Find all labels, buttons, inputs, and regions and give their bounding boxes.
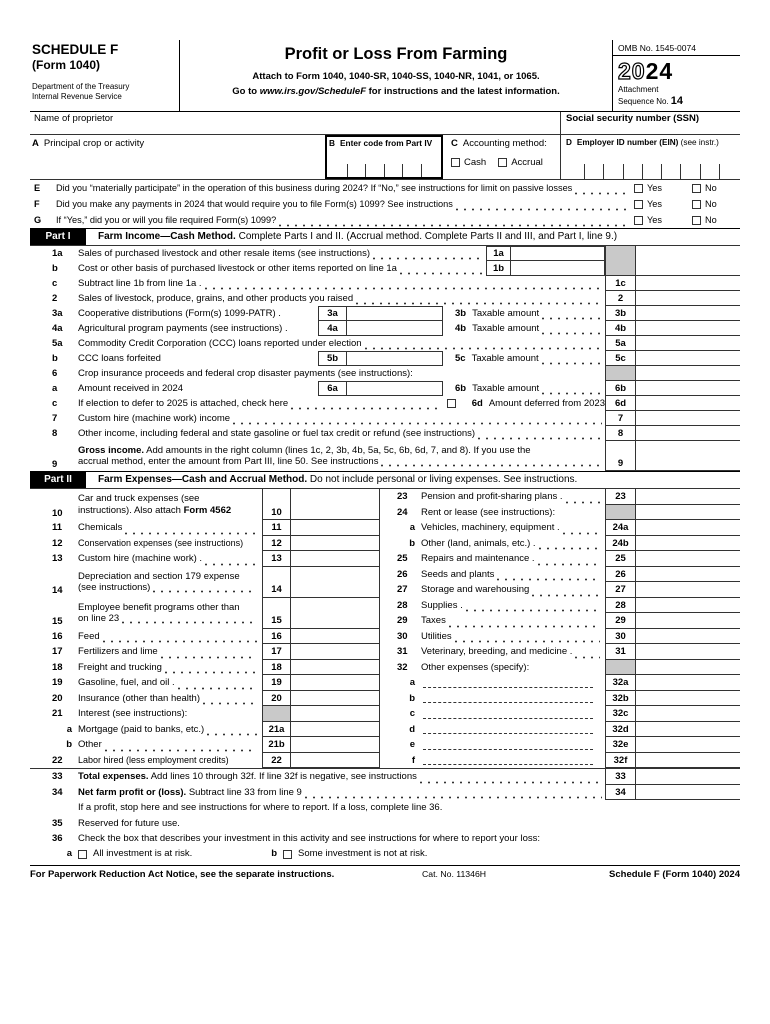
line-24b: b Other (land, animals, etc.) . 24b xyxy=(385,536,740,552)
specify-write-in[interactable] xyxy=(423,702,593,703)
dot-leader xyxy=(207,728,257,737)
dot-leader xyxy=(542,312,602,321)
line-5c-amount[interactable] xyxy=(635,351,740,366)
paperwork-notice: For Paperwork Reduction Act Notice, see the separate instructions. xyxy=(30,868,335,880)
code-cell[interactable] xyxy=(421,164,440,177)
line-26: 26 Seeds and plants 26 xyxy=(385,567,740,583)
line-f-no-checkbox[interactable] xyxy=(692,200,701,209)
accrual-label: Accrual xyxy=(511,156,543,168)
dot-leader xyxy=(205,282,602,291)
line-13: 13 Custom hire (machine work) . 13 xyxy=(30,551,385,567)
specify-write-in[interactable] xyxy=(423,687,593,688)
line-34: 34 Net farm profit or (loss). Subtract line 33 from line 9 34 xyxy=(30,785,740,801)
line-21b: b Other 21b xyxy=(30,737,385,753)
question-f: F Did you make any payments in 2024 that would require you to file Form(s) 1099? See instructions Yes No xyxy=(30,196,740,212)
dot-leader xyxy=(203,697,257,706)
specify-write-in[interactable] xyxy=(423,749,593,750)
dot-leader xyxy=(381,459,602,468)
accounting-method-cell xyxy=(443,135,560,179)
line-6b-amount[interactable] xyxy=(635,381,740,396)
line-28: 28 Supplies . 28 xyxy=(385,598,740,614)
dot-leader xyxy=(538,558,600,567)
line-17-amount[interactable] xyxy=(290,644,380,660)
dot-leader xyxy=(105,744,257,753)
line-b-label: B Enter code from Part IV xyxy=(329,138,433,149)
dot-leader xyxy=(356,297,602,306)
ein-cell[interactable] xyxy=(566,164,584,179)
line-10: 10 Car and truck expenses (see instructions). Also attach Form 4562 10 xyxy=(30,489,385,520)
line-35: 35 Reserved for future use. xyxy=(52,817,180,829)
cash-label: Cash xyxy=(464,156,487,168)
line-32e: e 32e xyxy=(385,737,740,753)
shaded-cell xyxy=(605,660,635,676)
dot-leader xyxy=(497,573,600,582)
blank-cell xyxy=(290,706,380,722)
principal-crop-field[interactable] xyxy=(30,135,325,179)
line-e-no-checkbox[interactable] xyxy=(692,184,701,193)
line-33-amount[interactable] xyxy=(635,769,740,785)
line-22-amount[interactable] xyxy=(290,753,380,769)
part2-badge: Part II xyxy=(30,472,86,488)
line-19: 19 Gasoline, fuel, and oil . 19 xyxy=(30,675,385,691)
blank-cell xyxy=(635,505,740,521)
line-11: 11 Chemicals 11 xyxy=(30,520,385,536)
line-13-amount[interactable] xyxy=(290,551,380,567)
ein-cell[interactable] xyxy=(584,164,603,179)
dot-leader xyxy=(478,432,602,441)
shaded-cell xyxy=(605,366,635,381)
form-id-block xyxy=(30,40,180,111)
dot-leader xyxy=(539,542,600,551)
line-5a: 5a Commodity Credit Corporation (CCC) loans reported under election 5a xyxy=(30,336,740,351)
line-27: 27 Storage and warehousing 27 xyxy=(385,582,740,598)
line-32d-amount[interactable] xyxy=(635,722,740,738)
line-1c-amount[interactable] xyxy=(635,276,740,291)
dot-leader xyxy=(455,635,600,644)
form-footer xyxy=(30,865,740,881)
line-32b-amount[interactable] xyxy=(635,691,740,707)
code-cell[interactable] xyxy=(365,164,384,177)
line-5b-amount[interactable] xyxy=(347,352,442,365)
dot-leader xyxy=(532,589,600,598)
shaded-cell xyxy=(605,246,635,261)
line-6d-amount[interactable] xyxy=(635,396,740,411)
form-title-block xyxy=(180,40,612,111)
part1-rows xyxy=(30,246,740,471)
line-27-amount[interactable] xyxy=(635,582,740,598)
line-21a: a Mortgage (paid to banks, etc.) 21a xyxy=(30,722,385,738)
irs-url: www.irs.gov/ScheduleF xyxy=(259,85,366,97)
line-32a-amount[interactable] xyxy=(635,675,740,691)
line-2: 2 Sales of livestock, produce, grains, and other products you raised 2 xyxy=(30,291,740,306)
line-32b: b 32b xyxy=(385,691,740,707)
ssn-field[interactable] xyxy=(560,112,740,134)
line-4a-entry: 4a xyxy=(318,321,443,336)
blank-cell xyxy=(635,261,740,276)
line-a-letter: A xyxy=(32,138,39,150)
dot-leader xyxy=(563,527,600,536)
line-6a: a Amount received in 2024 6a 6b Taxable amount 6b xyxy=(30,381,740,396)
dot-leader xyxy=(279,219,631,228)
line-25: 25 Repairs and maintenance . 25 xyxy=(385,551,740,567)
dot-leader xyxy=(575,187,631,196)
info-row-abcd xyxy=(30,135,740,180)
dot-leader xyxy=(566,496,600,505)
line-f-yes-checkbox[interactable] xyxy=(634,200,643,209)
dot-leader xyxy=(466,604,600,613)
line-24a: a Vehicles, machinery, equipment . 24a xyxy=(385,520,740,536)
ein-cell[interactable] xyxy=(623,164,642,179)
line-14: 14 Depreciation and section 179 expense (see instructions) 14 xyxy=(30,567,385,598)
attachment-sequence: Attachment Sequence No. 14 xyxy=(618,85,683,108)
line-4a: 4a Agricultural program payments (see instructions) . 4a 4b Taxable amount 4b xyxy=(30,321,740,336)
line-c-label: C Accounting method: xyxy=(451,138,547,150)
blank-cell xyxy=(635,660,740,676)
code-cell[interactable] xyxy=(402,164,421,177)
line-g-yes-checkbox[interactable] xyxy=(634,216,643,225)
code-cell[interactable] xyxy=(329,164,347,177)
line-12: 12 Conservation expenses (see instructions) 12 xyxy=(30,536,385,552)
line-20-amount[interactable] xyxy=(290,691,380,707)
form-footer-id: Schedule F (Form 1040) 2024 xyxy=(609,868,740,880)
line-6: 6 Crop insurance proceeds and federal crop disaster payments (see instructions): xyxy=(30,366,740,381)
shaded-cell xyxy=(605,261,635,276)
dot-leader xyxy=(420,776,602,785)
dot-leader xyxy=(575,651,600,660)
dot-leader xyxy=(373,252,483,261)
line-3a: 3a Cooperative distributions (Form(s) 1099-PATR) . 3a 3b Taxable amount 3b xyxy=(30,306,740,321)
line-3a-amount[interactable] xyxy=(347,307,442,320)
line-1b-amount[interactable] xyxy=(511,261,604,275)
line-g-no-checkbox[interactable] xyxy=(692,216,701,225)
goto-instruction: Go to www.irs.gov/ScheduleF for instructions and the latest information. xyxy=(232,85,560,97)
line-22: 22 Labor hired (less employment credits) 22 xyxy=(30,753,385,769)
part2-right-column xyxy=(385,489,740,768)
line-18: 18 Freight and trucking 18 xyxy=(30,660,385,676)
line-30: 30 Utilities 30 xyxy=(385,629,740,645)
specify-write-in[interactable] xyxy=(423,733,593,734)
dot-leader xyxy=(103,635,257,644)
form-header xyxy=(30,40,740,112)
line-5b: b CCC loans forfeited 5b 5c Taxable amount 5c xyxy=(30,351,740,366)
dot-leader xyxy=(122,616,257,625)
dot-leader xyxy=(161,651,257,660)
line-1c: c Subtract line 1b from line 1a . 1c xyxy=(30,276,740,291)
part2-header: Part II Farm Expenses—Cash and Accrual Method. Do not include personal or living expenses. See instructions. xyxy=(30,471,740,489)
line-14-amount[interactable] xyxy=(290,567,380,598)
dot-leader xyxy=(165,666,257,675)
line-32c-amount[interactable] xyxy=(635,706,740,722)
ein-cells[interactable] xyxy=(566,164,738,179)
ein-entry-box[interactable] xyxy=(560,135,740,179)
line-19-amount[interactable] xyxy=(290,675,380,691)
code-cell[interactable] xyxy=(347,164,366,177)
line-33: 33 Total expenses. Add lines 10 through 32f. If line 32f is negative, see instructions 33 xyxy=(30,769,740,785)
dot-leader xyxy=(542,387,602,396)
identity-row xyxy=(30,112,740,135)
line-20: 20 Insurance (other than health) 20 xyxy=(30,691,385,707)
dot-leader xyxy=(125,527,257,536)
line-8-amount[interactable] xyxy=(635,426,740,441)
omb-block xyxy=(612,40,740,111)
line-1b: b Cost or other basis of purchased livestock or other items reported on line 1a 1b xyxy=(30,261,740,276)
dot-leader xyxy=(542,327,602,336)
code-entry-box[interactable] xyxy=(325,135,443,179)
part2-columns xyxy=(30,489,740,769)
line-7: 7 Custom hire (machine work) income 7 xyxy=(30,411,740,426)
line-15-amount[interactable] xyxy=(290,598,380,629)
ein-cell[interactable] xyxy=(719,164,738,179)
line-32a: a 32a xyxy=(385,675,740,691)
line-1a-amount[interactable] xyxy=(511,247,604,260)
tax-year: 2024 xyxy=(618,58,674,85)
dot-leader xyxy=(449,620,600,629)
line-10-amount[interactable] xyxy=(290,489,380,520)
line-1a: 1a Sales of purchased livestock and other resale items (see instructions) 1a xyxy=(30,246,740,261)
line-9: 9 Gross income. Add amounts in the right column (lines 1c, 2, 3b, 4b, 5a, 5c, 6b, 6d, 7, and 8). If you use the accrual method, enter the amount from Part III, line 50. See instructions 9 xyxy=(30,441,740,471)
line-36: 36 Check the box that describes your investment in this activity and see instructions for where to report your loss: xyxy=(52,833,541,845)
cash-checkbox[interactable] xyxy=(451,158,460,167)
line-29: 29 Taxes 29 xyxy=(385,613,740,629)
line-2-amount[interactable] xyxy=(635,291,740,306)
dot-leader xyxy=(542,357,602,366)
line-16-amount[interactable] xyxy=(290,629,380,645)
line-24b-amount[interactable] xyxy=(635,536,740,552)
specify-write-in[interactable] xyxy=(423,764,593,765)
shaded-cell xyxy=(605,505,635,521)
line-32d: d 32d xyxy=(385,722,740,738)
blank-cell xyxy=(635,366,740,381)
line-31-amount[interactable] xyxy=(635,644,740,660)
blank-cell xyxy=(635,246,740,261)
specify-write-in[interactable] xyxy=(423,718,593,719)
dot-leader xyxy=(233,417,602,426)
some-investment-not-at-risk-checkbox[interactable] xyxy=(283,850,292,859)
line-31: 31 Veterinary, breeding, and medicine . 31 xyxy=(385,644,740,660)
line-1b-entry: 1b xyxy=(486,261,605,276)
dot-leader xyxy=(153,585,257,594)
question-e: E Did you “materially participate” in the operation of this business during 2024? If “No,” see instructions for limit on passive losses Yes No xyxy=(30,180,740,196)
line-32f-amount[interactable] xyxy=(635,753,740,769)
attach-instruction: Attach to Form 1040, 1040-SR, 1040-SS, 1040-NR, 1041, or 1065. xyxy=(252,71,540,83)
line-32e-amount[interactable] xyxy=(635,737,740,753)
line-6a-amount[interactable] xyxy=(347,382,442,395)
form-sheet xyxy=(30,40,740,880)
line-d-label: D Employer ID number (EIN) (see instr.) xyxy=(566,138,719,148)
line-26-amount[interactable] xyxy=(635,567,740,583)
accrual-checkbox[interactable] xyxy=(498,158,507,167)
dot-leader xyxy=(178,682,257,691)
line-3b-amount[interactable] xyxy=(635,306,740,321)
part1-badge: Part I xyxy=(30,229,86,245)
code-cell[interactable] xyxy=(384,164,403,177)
line-21: 21 Interest (see instructions): xyxy=(30,706,385,722)
dot-leader xyxy=(400,267,483,276)
line-1a-entry: 1a xyxy=(486,246,605,261)
line-23-amount[interactable] xyxy=(635,489,740,505)
shaded-cell xyxy=(262,706,290,722)
line-3a-entry: 3a xyxy=(318,306,443,321)
line-30-amount[interactable] xyxy=(635,629,740,645)
ein-cell[interactable] xyxy=(642,164,661,179)
line-7-amount[interactable] xyxy=(635,411,740,426)
dot-leader xyxy=(456,203,631,212)
line-17: 17 Fertilizers and lime 17 xyxy=(30,644,385,660)
part2-left-column xyxy=(30,489,385,768)
line-25-amount[interactable] xyxy=(635,551,740,567)
proprietor-name-field[interactable] xyxy=(30,112,560,134)
line-29-amount[interactable] xyxy=(635,613,740,629)
line-11-amount[interactable] xyxy=(290,520,380,536)
line-36-checkboxes: a All investment is at risk. b Some investment is not at risk. xyxy=(66,848,428,860)
line-24a-amount[interactable] xyxy=(635,520,740,536)
line-6a-entry: 6a xyxy=(318,381,443,396)
defer-election-checkbox[interactable] xyxy=(447,399,456,408)
line-e-yes-checkbox[interactable] xyxy=(634,184,643,193)
line-6c: c If election to defer to 2025 is attached, check here 6d Amount deferred from 2023 6d xyxy=(30,396,740,411)
line-21a-amount[interactable] xyxy=(290,722,380,738)
dot-leader xyxy=(305,791,602,800)
dot-leader xyxy=(291,402,442,411)
line-12-amount[interactable] xyxy=(290,536,380,552)
line-4a-amount[interactable] xyxy=(347,321,442,335)
omb-number: OMB No. 1545-0074 xyxy=(613,40,740,56)
ein-cell[interactable] xyxy=(700,164,719,179)
line-4b-amount[interactable] xyxy=(635,321,740,336)
line-32: 32 Other expenses (specify): xyxy=(385,660,740,676)
form-number: (Form 1040) xyxy=(32,58,101,73)
line-a-label: Principal crop or activity xyxy=(43,138,145,150)
line-8: 8 Other income, including federal and state gasoline or fuel tax credit or refund (see instructions) 8 xyxy=(30,426,740,441)
line-34-continuation: If a profit, stop here and see instructions for where to report. If a loss, complete line 36. xyxy=(78,802,443,814)
questions-efg xyxy=(30,180,740,229)
line-34-amount[interactable] xyxy=(635,785,740,801)
line-21b-amount[interactable] xyxy=(290,737,380,753)
ein-cell[interactable] xyxy=(603,164,622,179)
form-title: Profit or Loss From Farming xyxy=(284,45,508,63)
line-28-amount[interactable] xyxy=(635,598,740,614)
dot-leader xyxy=(365,342,602,351)
line-5a-amount[interactable] xyxy=(635,336,740,351)
ssn-label: Social security number (SSN) xyxy=(566,113,700,125)
code-cells[interactable] xyxy=(329,164,439,177)
line-32f: f 32f xyxy=(385,753,740,769)
ein-cell[interactable] xyxy=(661,164,680,179)
all-investment-at-risk-checkbox[interactable] xyxy=(78,850,87,859)
question-g: G If “Yes,” did you or will you file required Form(s) 1099? Yes No xyxy=(30,212,740,228)
line-15: 15 Employee benefit programs other than on line 23 15 xyxy=(30,598,385,629)
line-24: 24 Rent or lease (see instructions): xyxy=(385,505,740,521)
line-18-amount[interactable] xyxy=(290,660,380,676)
line-23: 23 Pension and profit-sharing plans . 23 xyxy=(385,489,740,505)
department-line: Department of the Treasury Internal Revenue Service xyxy=(32,82,130,101)
ein-cell[interactable] xyxy=(680,164,699,179)
sequence-number: 14 xyxy=(670,95,683,108)
dot-leader xyxy=(205,558,257,567)
line-32c: c 32c xyxy=(385,706,740,722)
proprietor-name-label: Name of proprietor xyxy=(34,113,114,125)
schedule-name: SCHEDULE F xyxy=(32,42,119,57)
part1-header: Part I Farm Income—Cash Method. Complete Parts I and II. (Accrual method. Complete Parts II and III, and Part I, line 9.) xyxy=(30,229,740,246)
line-9-amount[interactable] xyxy=(635,441,740,471)
catalog-number: Cat. No. 11346H xyxy=(422,868,487,879)
line-5b-entry: 5b xyxy=(318,351,443,366)
line-16: 16 Feed 16 xyxy=(30,629,385,645)
